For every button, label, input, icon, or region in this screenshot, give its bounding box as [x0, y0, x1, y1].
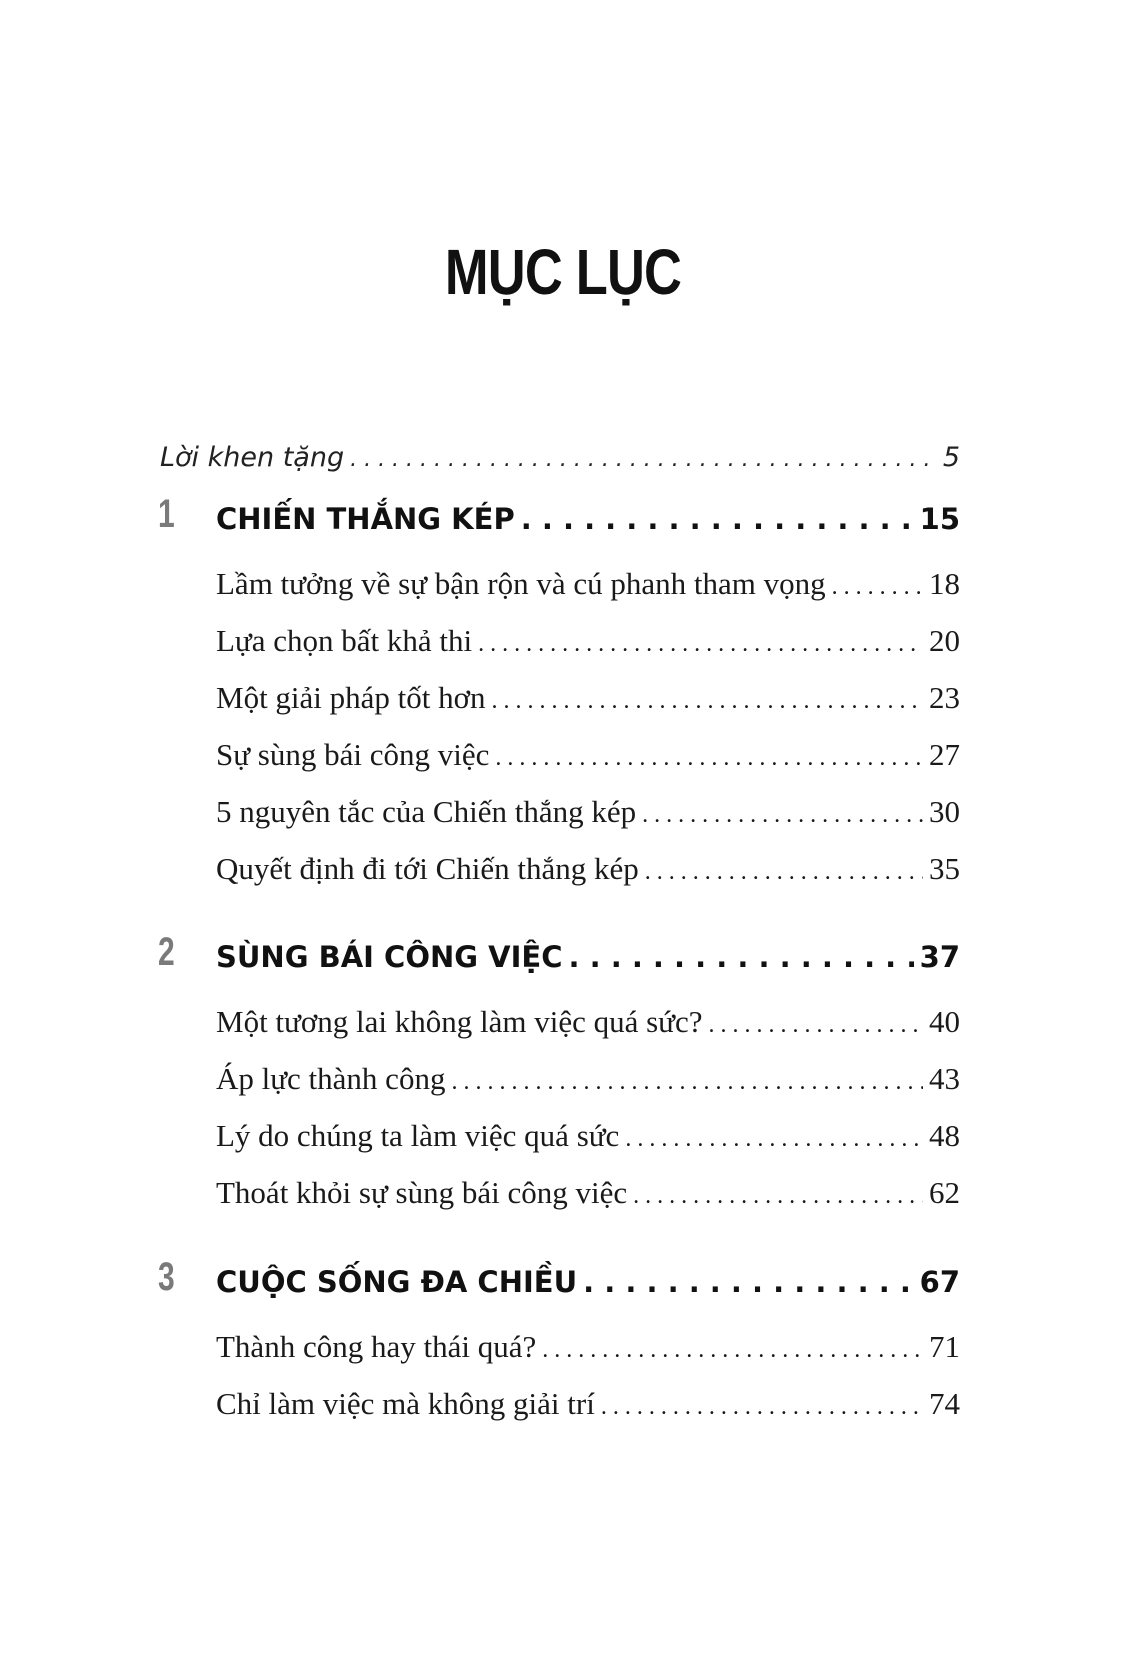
toc-entry[interactable] — [216, 851, 960, 887]
page-title: MỤC LỤC — [444, 236, 682, 308]
chapter-number: 1 — [158, 492, 175, 536]
chapter-page: 15 — [919, 502, 960, 536]
toc-entry-page: 71 — [929, 1329, 960, 1364]
toc-entry-page: 5 — [942, 442, 960, 473]
toc-entry-page: 74 — [929, 1386, 960, 1421]
chapter-title: CUỘC SỐNG ĐA CHIỀU — [216, 1265, 578, 1299]
toc-entry[interactable] — [216, 1118, 960, 1154]
toc-entry[interactable] — [216, 1386, 960, 1422]
dot-leader — [495, 745, 923, 772]
chapter-heading[interactable] — [216, 502, 960, 536]
toc-entry-label: Quyết định đi tới Chiến thắng kép — [216, 851, 639, 886]
toc-entry-page: 48 — [929, 1118, 960, 1153]
toc-entry-label: Sự sùng bái công việc — [216, 737, 490, 772]
toc-entry-label: Thoát khỏi sự sùng bái công việc — [216, 1175, 628, 1210]
toc-entry-page: 62 — [929, 1175, 960, 1210]
chapter-page: 67 — [919, 1265, 960, 1299]
dot-leader — [521, 502, 914, 536]
chapter-title: SÙNG BÁI CÔNG VIỆC — [216, 940, 563, 974]
toc-entry-page: 27 — [929, 737, 960, 772]
toc-entry[interactable] — [216, 566, 960, 602]
toc-entry-label: Thành công hay thái quá? — [216, 1329, 537, 1364]
toc-entry-page: 43 — [929, 1061, 960, 1096]
toc-entry[interactable] — [216, 623, 960, 659]
toc-entry-label: Lý do chúng ta làm việc quá sức — [216, 1118, 620, 1153]
chapter-page: 37 — [919, 940, 960, 974]
chapter-number: 3 — [158, 1255, 175, 1299]
dot-leader — [645, 859, 923, 886]
toc-entry-label: Áp lực thành công — [216, 1061, 446, 1096]
dot-leader — [642, 802, 923, 829]
chapter-title: CHIẾN THẮNG KÉP — [216, 502, 515, 536]
toc-entry[interactable] — [216, 1329, 960, 1365]
toc-entry[interactable] — [216, 1061, 960, 1097]
toc-entry-label: 5 nguyên tắc của Chiến thắng kép — [216, 794, 637, 829]
dot-leader — [601, 1394, 923, 1421]
toc-entry-intro[interactable] — [160, 442, 960, 473]
dot-leader — [478, 631, 923, 658]
toc-entry-page: 40 — [929, 1004, 960, 1039]
dot-leader — [568, 940, 913, 974]
toc-entry[interactable] — [216, 794, 960, 830]
toc-entry-label: Một tương lai không làm việc quá sức? — [216, 1004, 703, 1039]
dot-leader — [625, 1126, 923, 1153]
toc-entry-page: 30 — [929, 794, 960, 829]
toc-entry-label: Chỉ làm việc mà không giải trí — [216, 1386, 595, 1421]
toc-entry-page: 20 — [929, 623, 960, 658]
toc-entry[interactable] — [216, 1004, 960, 1040]
toc-entry-page: 18 — [929, 566, 960, 601]
toc-entry-page: 23 — [929, 680, 960, 715]
chapter-number: 2 — [158, 930, 175, 974]
dot-leader — [583, 1265, 914, 1299]
dot-leader — [451, 1069, 923, 1096]
dot-leader — [492, 688, 923, 715]
toc-entry-label: Lầm tưởng về sự bận rộn và cú phanh tham vọng — [216, 566, 826, 601]
toc-entry-page: 35 — [929, 851, 960, 886]
chapter-heading[interactable] — [216, 1265, 960, 1299]
chapter-heading[interactable] — [216, 940, 960, 974]
dot-leader — [708, 1012, 923, 1039]
dot-leader — [832, 574, 923, 601]
toc-entry-label: Một giải pháp tốt hơn — [216, 680, 486, 715]
toc-entry[interactable] — [216, 680, 960, 716]
toc-entry-label: Lựa chọn bất khả thi — [216, 623, 473, 658]
dot-leader — [542, 1337, 923, 1364]
dot-leader — [350, 447, 937, 472]
toc-entry-label: Lời khen tặng — [160, 442, 345, 473]
toc-entry[interactable] — [216, 1175, 960, 1211]
toc-entry[interactable] — [216, 737, 960, 773]
dot-leader — [633, 1183, 923, 1210]
